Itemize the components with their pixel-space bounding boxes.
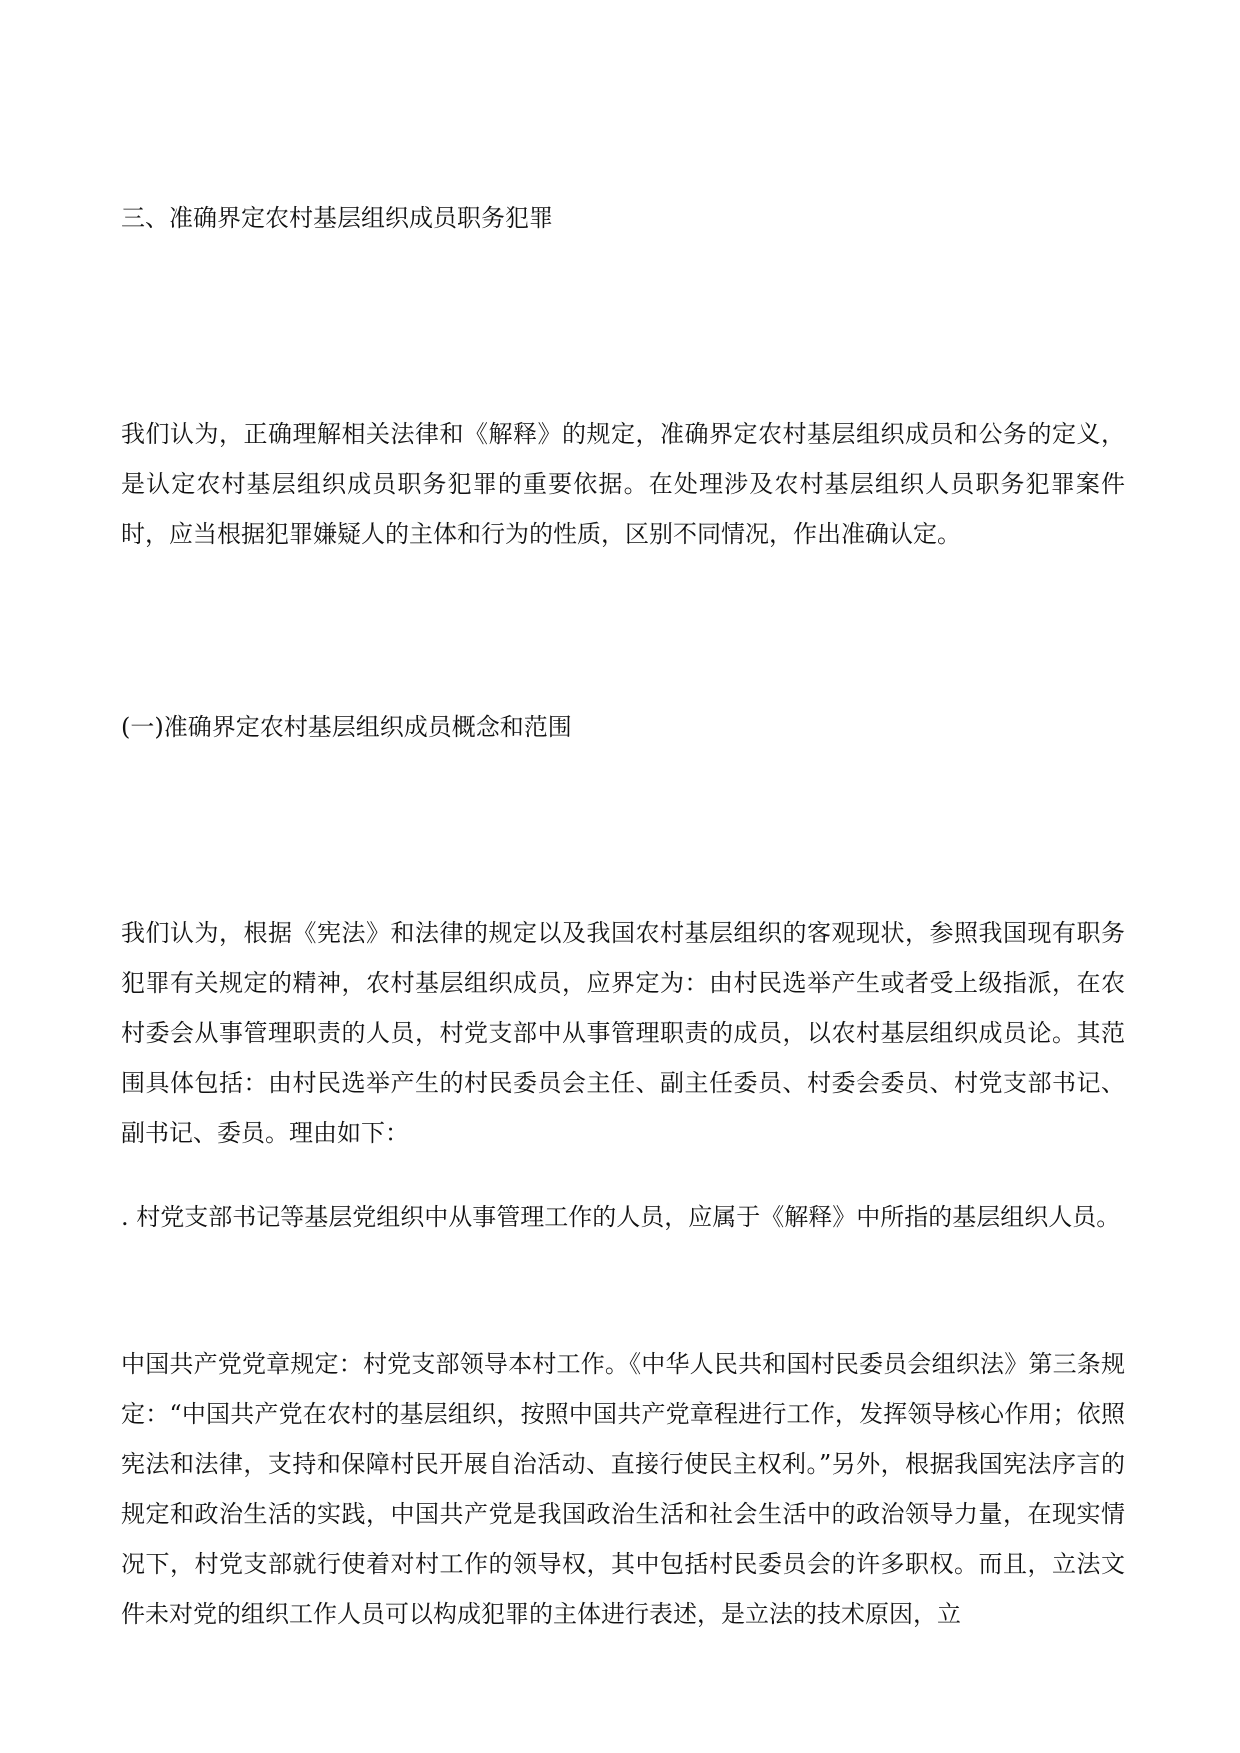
section-heading: 三、准确界定农村基层组织成员职务犯罪 bbox=[121, 204, 553, 232]
paragraph-party-constitution: 中国共产党党章规定：村党支部领导本村工作。《中华人民共和国村民委员会组织法》第三条规定：“中国共产党在农村的基层组织，按照中国共产党章程进行工作，发挥领导核心作用；依照宪法和法律，支持和保障村民开展自治活动、直接行使民主权利。”另外，根据我国宪法序言的规定和政治生活的实践，中国共产党是我国政治生活和社会生活中的政治领导力量，在现实情况下，村党支部就行使着对村工作的领导权，其中包括村民委员会的许多职权。而且，立法文件未对党的组织工作人员可以构成犯罪的主体进行表述，是立法的技术原因，立 bbox=[121, 1350, 1125, 1628]
subsection-heading: (一)准确界定农村基层组织成员概念和范围 bbox=[121, 713, 572, 741]
paragraph-member-scope: 我们认为，根据《宪法》和法律的规定以及我国农村基层组织的客观现状，参照我国现有职务犯罪有关规定的精神，农村基层组织成员，应界定为：由村民选举产生或者受上级指派，在农村委会从事管理职责的人员，村党支部中从事管理职责的成员，以农村基层组织成员论。其范围具体包括：由村民选举产生的村民委员会主任、副主任委员、村委会委员、村党支部书记、副书记、委员。理由如下： bbox=[121, 919, 1125, 1147]
paragraph-definition-importance: 我们认为，正确理解相关法律和《解释》的规定，准确界定农村基层组织成员和公务的定义，是认定农村基层组织成员职务犯罪的重要依据。在处理涉及农村基层组织人员职务犯罪案件时，应当根据犯罪嫌疑人的主体和行为的性质，区别不同情况，作出准确认定。 bbox=[121, 420, 1125, 548]
paragraph-party-branch-point: . 村党支部书记等基层党组织中从事管理工作的人员，应属于《解释》中所指的基层组织人员。 bbox=[121, 1203, 1121, 1231]
